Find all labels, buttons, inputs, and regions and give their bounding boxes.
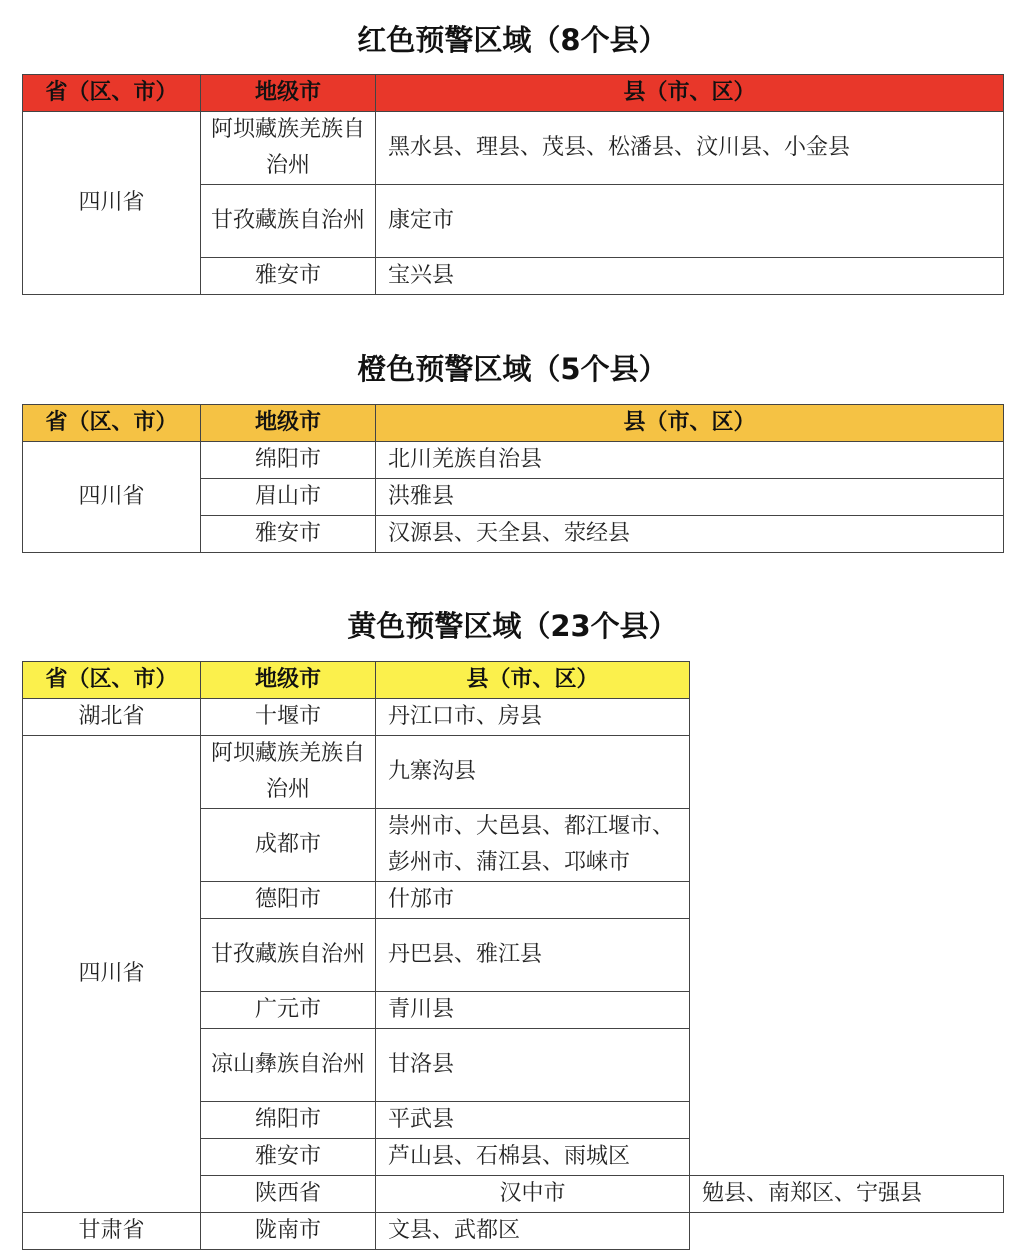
city-cell: 凉山彝族自治州 bbox=[201, 1029, 376, 1102]
red-warning-table bbox=[22, 74, 1004, 295]
province-cell: 陕西省 bbox=[201, 1176, 376, 1213]
header-province: 省（区、市） bbox=[23, 405, 201, 442]
province-cell: 甘肃省 bbox=[23, 1213, 201, 1250]
city-cell: 甘孜藏族自治州 bbox=[201, 185, 376, 258]
counties-cell: 什邡市 bbox=[376, 882, 690, 919]
city-cell: 陇南市 bbox=[201, 1213, 376, 1250]
header-county: 县（市、区） bbox=[376, 662, 690, 699]
header-city: 地级市 bbox=[201, 405, 376, 442]
table-row bbox=[23, 1213, 1004, 1250]
table-row bbox=[23, 736, 1004, 809]
table-header-row bbox=[23, 662, 1004, 699]
table-header-row bbox=[23, 75, 1004, 112]
counties-cell: 崇州市、大邑县、都江堰市、彭州市、蒲江县、邛崃市 bbox=[376, 809, 690, 882]
header-city: 地级市 bbox=[201, 662, 376, 699]
counties-cell: 康定市 bbox=[376, 185, 1004, 258]
city-cell: 阿坝藏族羌族自治州 bbox=[201, 736, 376, 809]
counties-cell: 丹巴县、雅江县 bbox=[376, 919, 690, 992]
city-cell: 德阳市 bbox=[201, 882, 376, 919]
province-cell: 四川省 bbox=[23, 112, 201, 295]
city-cell: 阿坝藏族羌族自治州 bbox=[201, 112, 376, 185]
city-cell: 成都市 bbox=[201, 809, 376, 882]
counties-cell: 甘洛县 bbox=[376, 1029, 690, 1102]
counties-cell: 汉源县、天全县、荥经县 bbox=[376, 516, 1004, 553]
counties-cell: 九寨沟县 bbox=[376, 736, 690, 809]
city-cell: 雅安市 bbox=[201, 258, 376, 295]
city-cell: 广元市 bbox=[201, 992, 376, 1029]
province-cell: 湖北省 bbox=[23, 699, 201, 736]
counties-cell: 文县、武都区 bbox=[376, 1213, 690, 1250]
province-cell: 四川省 bbox=[23, 442, 201, 553]
header-city: 地级市 bbox=[201, 75, 376, 112]
counties-cell: 北川羌族自治县 bbox=[376, 442, 1004, 479]
section-title: 橙色预警区域（5个县） bbox=[357, 352, 668, 386]
header-province: 省（区、市） bbox=[23, 662, 201, 699]
city-cell: 汉中市 bbox=[376, 1176, 690, 1213]
city-cell: 眉山市 bbox=[201, 479, 376, 516]
counties-cell: 青川县 bbox=[376, 992, 690, 1029]
counties-cell: 勉县、南郑区、宁强县 bbox=[690, 1176, 1004, 1213]
counties-cell: 宝兴县 bbox=[376, 258, 1004, 295]
province-cell: 四川省 bbox=[23, 736, 201, 1213]
counties-cell: 芦山县、石棉县、雨城区 bbox=[376, 1139, 690, 1176]
city-cell: 甘孜藏族自治州 bbox=[201, 919, 376, 992]
section-title: 红色预警区域（8个县） bbox=[357, 23, 668, 57]
city-cell: 绵阳市 bbox=[201, 1102, 376, 1139]
table-row bbox=[23, 699, 1004, 736]
header-county: 县（市、区） bbox=[376, 405, 1004, 442]
yellow-warning-table bbox=[22, 661, 1004, 1250]
city-cell: 雅安市 bbox=[201, 1139, 376, 1176]
table-row bbox=[23, 112, 1004, 185]
counties-cell: 丹江口市、房县 bbox=[376, 699, 690, 736]
table-header-row bbox=[23, 405, 1004, 442]
city-cell: 雅安市 bbox=[201, 516, 376, 553]
counties-cell: 平武县 bbox=[376, 1102, 690, 1139]
counties-cell: 黑水县、理县、茂县、松潘县、汶川县、小金县 bbox=[376, 112, 1004, 185]
table-row bbox=[23, 442, 1004, 479]
city-cell: 绵阳市 bbox=[201, 442, 376, 479]
header-province: 省（区、市） bbox=[23, 75, 201, 112]
orange-warning-table bbox=[22, 404, 1004, 553]
city-cell: 十堰市 bbox=[201, 699, 376, 736]
header-county: 县（市、区） bbox=[376, 75, 1004, 112]
section-title: 黄色预警区域（23个县） bbox=[347, 609, 678, 643]
counties-cell: 洪雅县 bbox=[376, 479, 1004, 516]
